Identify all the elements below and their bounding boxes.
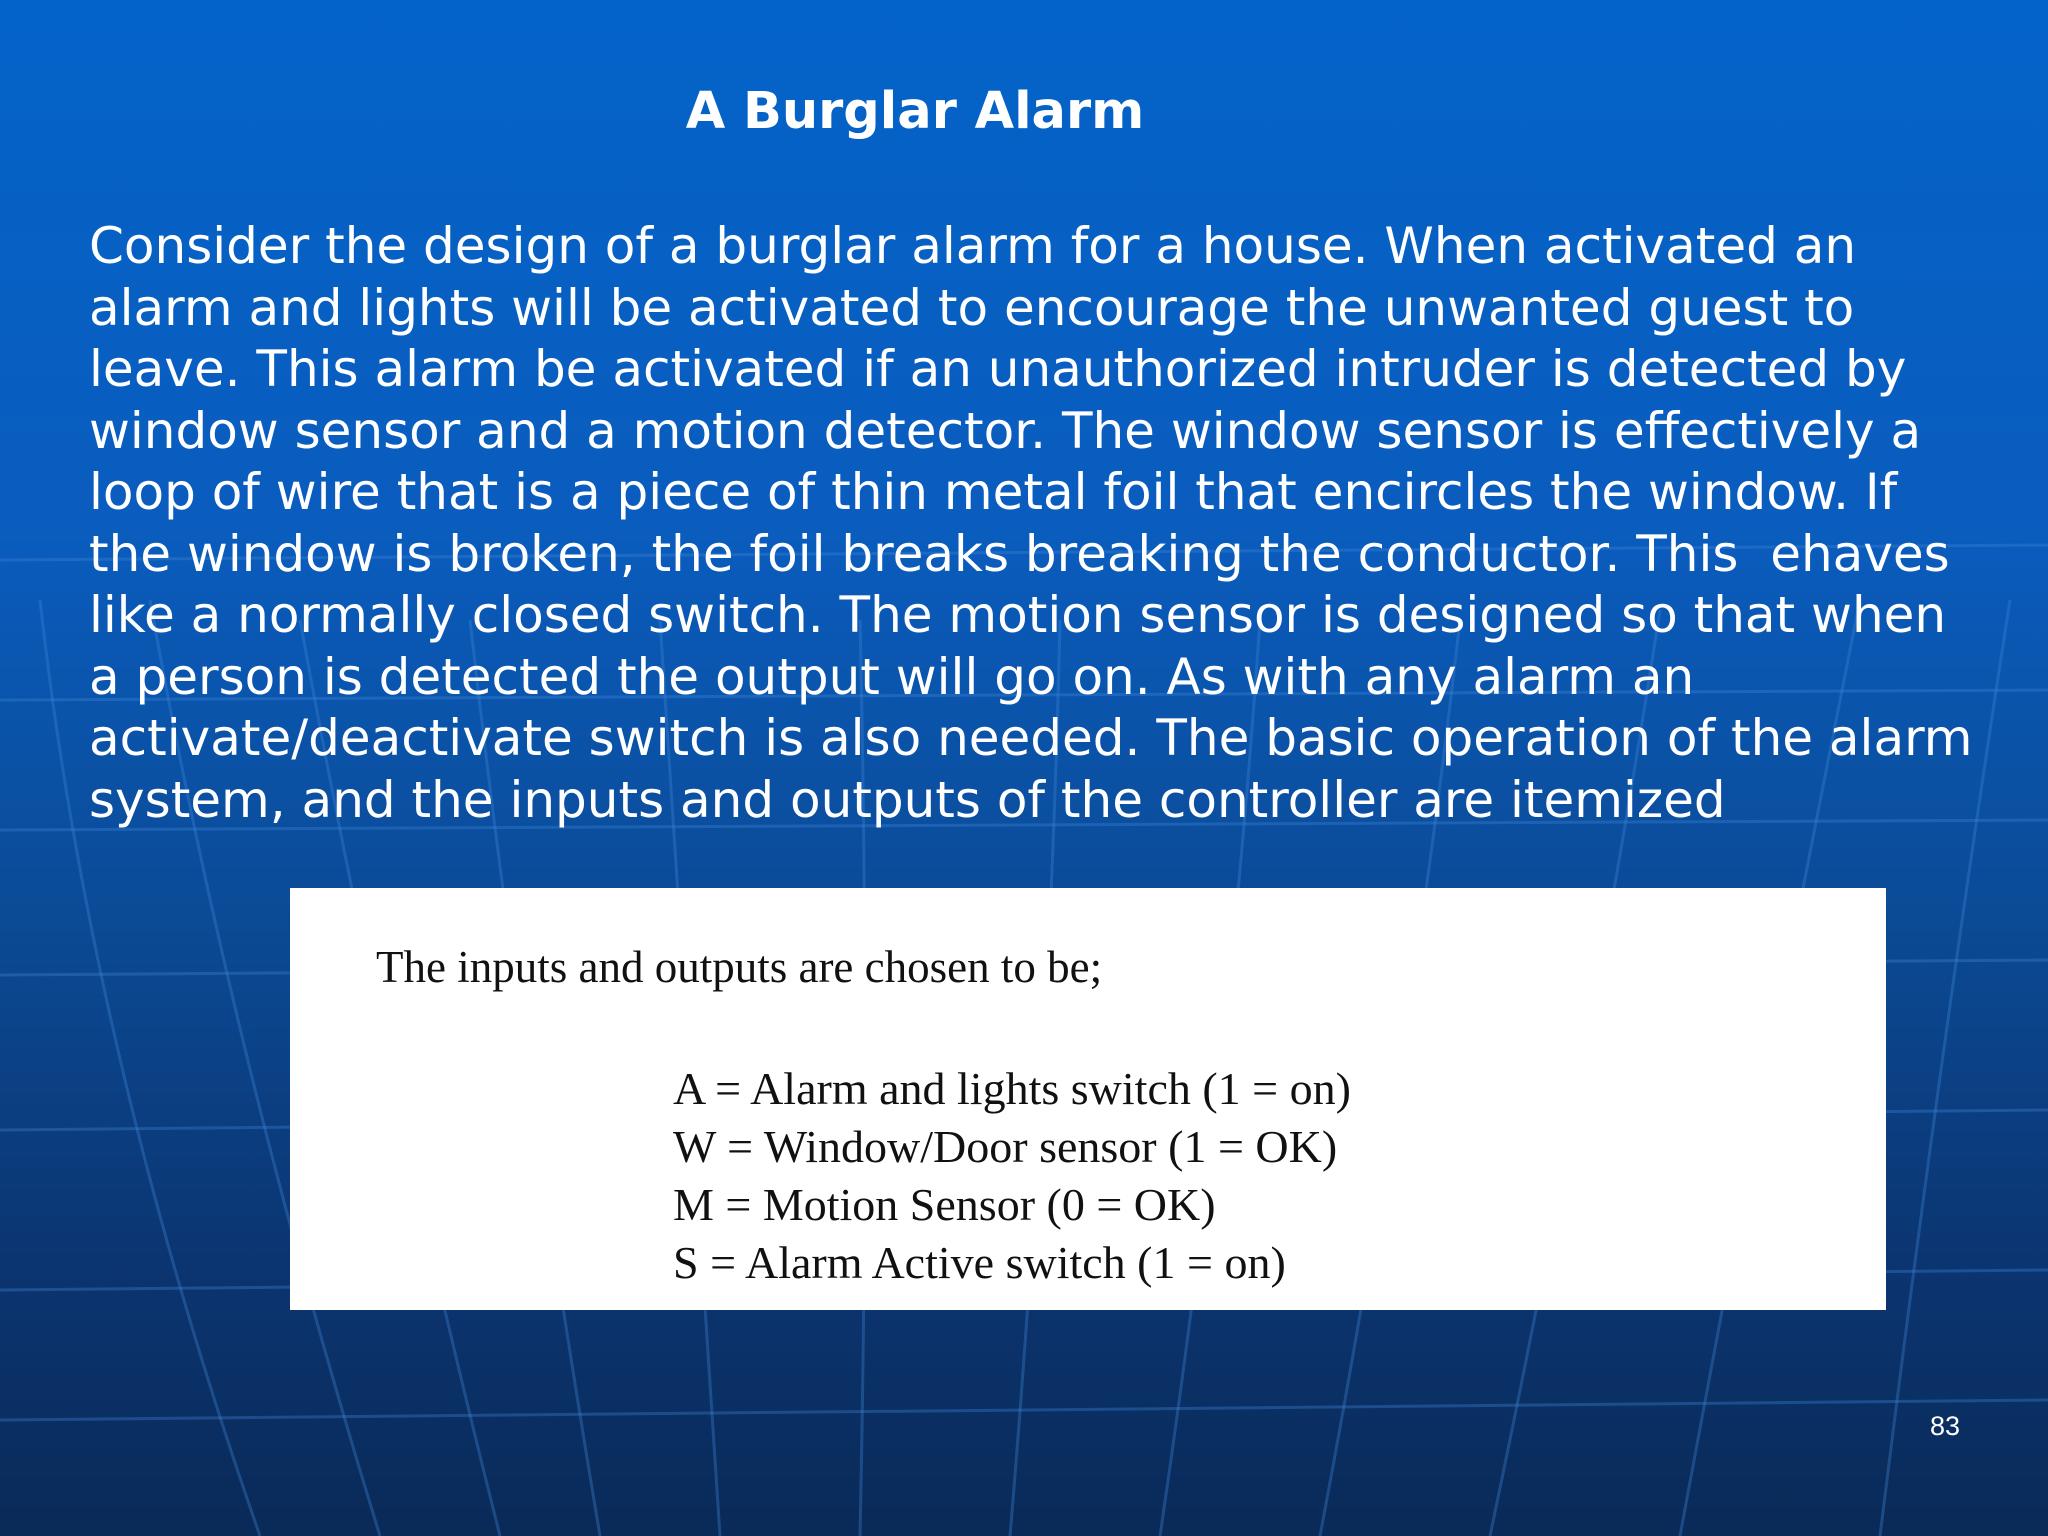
io-item-active: S = Alarm Active switch (1 = on) (673, 1237, 1286, 1288)
io-item-window: W = Window/Door sensor (1 = OK) (673, 1121, 1338, 1172)
paragraph-line: leave. This alarm be activated if an unauthorized intruder is detected by (89, 340, 1907, 398)
paragraph-line: like a normally closed switch. The motion sensor is designed so that when (89, 586, 1947, 644)
slide-title: A Burglar Alarm (685, 82, 1145, 141)
page-number: 83 (1929, 1411, 1960, 1441)
io-definitions-panel (290, 888, 1886, 1310)
io-intro-text: The inputs and outputs are chosen to be; (376, 942, 1103, 992)
paragraph-line: loop of wire that is a piece of thin metal foil that encircles the window. If (89, 463, 1898, 521)
io-item-alarm: A = Alarm and lights switch (1 = on) (673, 1063, 1351, 1114)
paragraph-line: window sensor and a motion detector. The window sensor is effectively a (89, 401, 1922, 460)
paragraph-line: activate/deactivate switch is also needed. The basic operation of the alarm (89, 709, 1973, 767)
paragraph-line: a person is detected the output will go on. As with any alarm an (89, 647, 1695, 706)
paragraph-line: system, and the inputs and outputs of the controller are itemized (89, 770, 1726, 829)
io-item-motion: M = Motion Sensor (0 = OK) (673, 1179, 1216, 1230)
description-paragraph (89, 216, 2039, 831)
io-list (673, 1060, 1351, 1292)
paragraph-line: the window is broken, the foil breaks breaking the conductor. This ehaves (89, 524, 1950, 583)
paragraph-line: Consider the design of a burglar alarm for a house. When activated an (89, 217, 1857, 275)
paragraph-line: alarm and lights will be activated to encourage the unwanted guest to (89, 278, 1855, 337)
